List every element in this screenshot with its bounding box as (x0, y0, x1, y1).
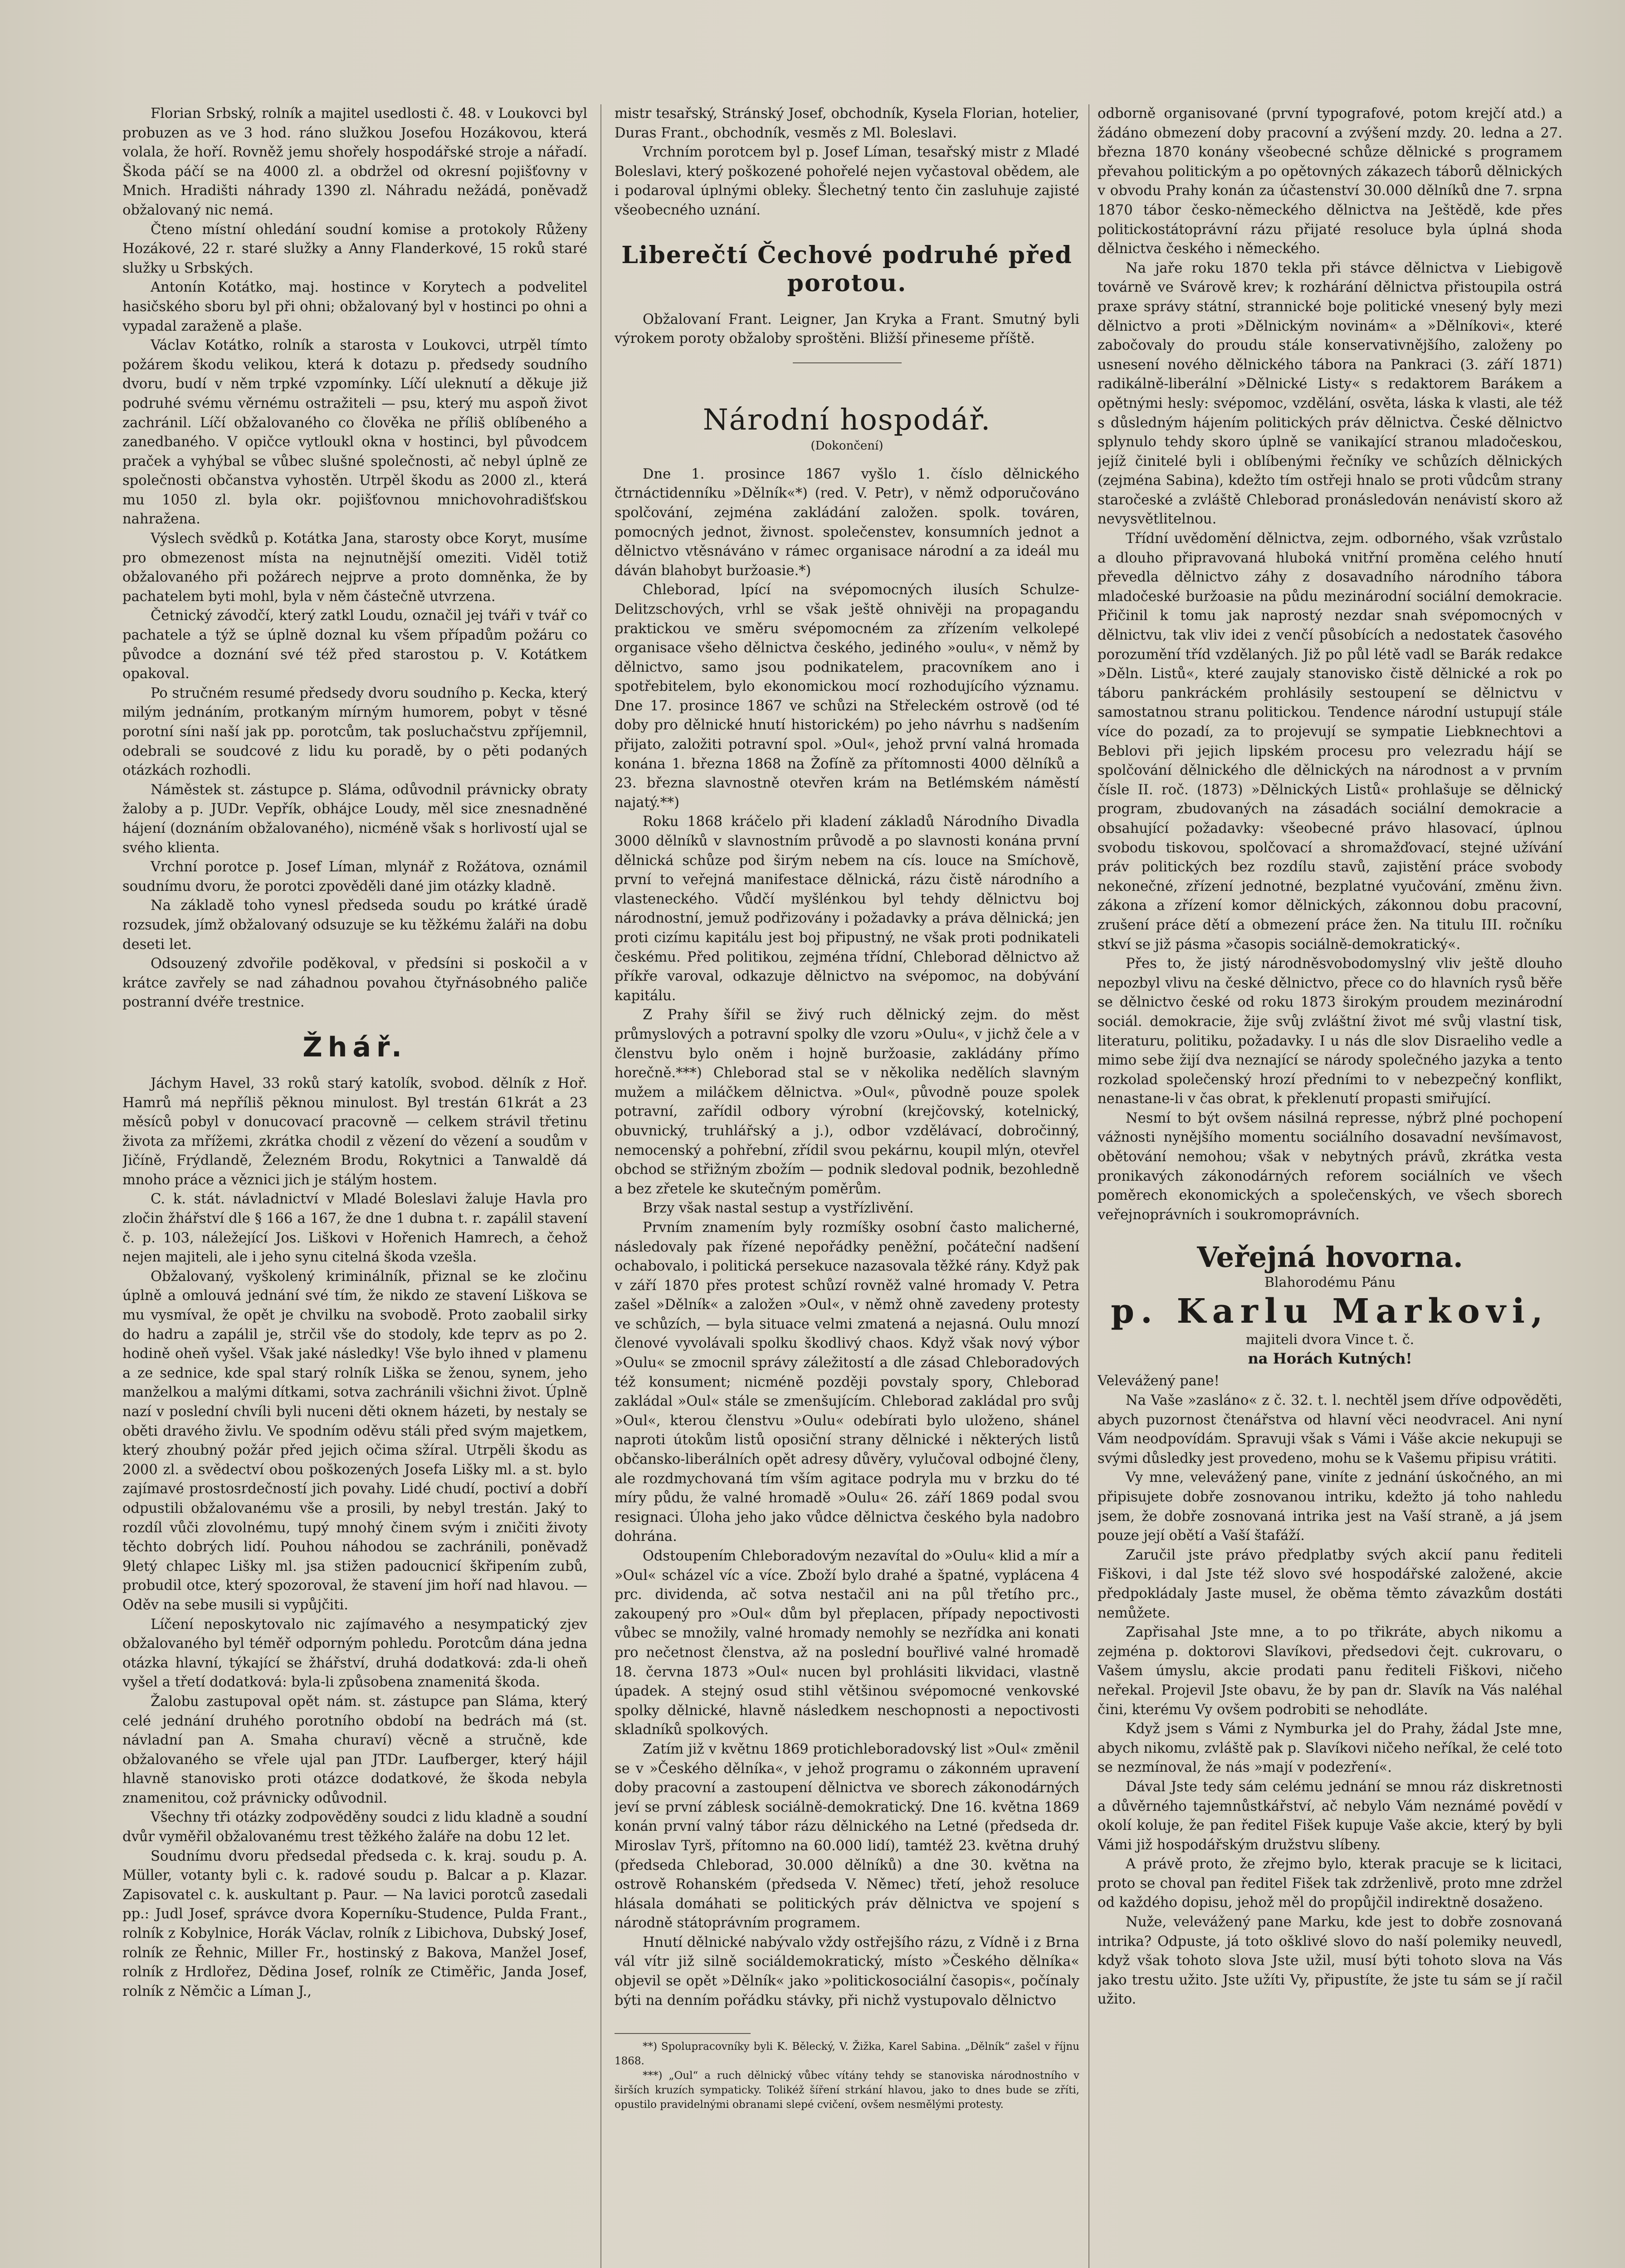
paragraph: Vy mne, velevážený pane, viníte z jednání úskočného, an mi připisujete dobře zosnovanou intriku, kdežto já toho nahledu jsem, že dobře zosnovaná intrika jest na Vaší straně, a já jsem pouze její obětí a Vaší štafáží. (1098, 1470, 1562, 1544)
paragraph: Na Vaše »zasláno« z č. 32. t. l. nechtěl jsem dříve odpověděti, abych puzornost čtenářstva od hlavní věci neodvracel. Ani nyní Vám neodpovídám. Spravuji však s Vámi i Váše akcie nekupuji se svými důsledky jest provedeno, mohu se k Vašemu připisu vrátiti. (1098, 1393, 1562, 1466)
column-left (122, 104, 587, 2268)
paragraph: Všechny tři otázky zodpověděny soudci z lidu kladně a soudní dvůr vyměřil obžalovanému trest těžkého žaláře na dobu 12 let. (122, 1809, 587, 1845)
paragraph: Roku 1868 kráčelo při kladení základů Národního Divadla 3000 dělníků v slavnostním průvodě a po slavnosti konána první dělnická schůze pod širým nebem na cís. louce na Smíchově, první to veřejná manifestace dělnická, rázu čistě národního a vlasteneckého. Vůdčí myšlénkou byl tehdy dělnictvu boj národnostní, jemuž podřizovány i požadavky a práva dělnická; jen proti cizímu kapitálu jest boj připustný, ne však proti podnikateli českému. Před politikou, zejména třídní, Chleborad dělnictvo až příkře varoval, odkazuje dělnictvo na svépomoc, na dobývání kapitálu. (615, 814, 1079, 1004)
address-place: na Horách Kutných! (1248, 1350, 1412, 1368)
paragraph: Třídní uvědomění dělnictva, zejm. odborného, však vzrůstalo a dlouho připravovaná hluboká vnitřní proměna celého hnutí převedla dělnictvo záhy z dosavadního národního tábora mladočeské buržoasie na půdu mezinárodní sociální demokracie. Přičinil k tomu jak naprostý nezdar snah svépomocných v dělnictvu, tak vliv idei z venčí působících a nedostatek časového porozumění tříd vzdělaných. Již po půl létě vadl se Barák redakce »Děln. Listů«, které zaujaly stanovisko čistě dělnické a rok po táboru pankráckém prohlásily sestoupení se dělnictvu v samostatnou stranu politickou. Tendence národní ustupují stále více do pozadí, za to projevují se sympatie Liebknechtovi a Beblovi při jejich lipském procesu pro velezradu hájí se spolčování dělnického dle dělnických na národnost a v prvním čísle II. roč. (1873) »Dělnických Listů« prohlašuje se dělnický program, zbudovaných na zásadách sociální demokracie a obsahující požadavky: všeobecné právo hlasovací, úplnou svobodu tiskovou, spolčovací a shromažďovací, stejné užívání práv politických bez rozdílu stavů, zajistění práce svobody nekonečné, zřízení jednotné, bezplatné vyučování, změnu živn. zákona a zřízení komor dělnických, zákonnou dobu pracovní, zrušení práce dětí a obmezení práce žen. Na titulu III. ročníku stkví se již pásma »časopis sociálně-demokratický«. (1098, 531, 1562, 953)
paragraph: Antonín Kotátko, maj. hostince v Korytech a podvelitel hasičského sboru byl při ohni; obžalovaný byl v hostinci po ohni a vypadal zaraženě a plaše. (122, 279, 587, 334)
column-rule-right (1088, 104, 1089, 2268)
paragraph: Obžalovaný, vyškolený kriminálník, přiznal se ke zločinu úplně a omlouvá jednání své tím, že nikdo ze stavení Liškova se mu vysmíval, že opět je chvilku na svobodě. Proto zaobalil sirky do hadru a zapálil je, strčil vše do stodoly, kde teprv as po 2. hodině oheň vyšel. Však jaké následky! Vše bylo ihned v plamenu a ze sednice, kde spal starý rolník Liška se ženou, synem, jeho manželkou a malými dítkami, sotva zachránili všichni život. Úplně nazí v poslední chvíli byli nuceni děti oknem házeti, by nestaly se oběti dravého živlu. Ve spodním oděvu stáli před svým majetkem, který zhoubný požár před jejich očima sžíral. Utrpěli škodu as 2000 zl. a svědectví obou poškozených Josefa Lišky ml. a st. bylo zajímavé prostosrdečností jich povahy. Lidé chudí, poctiví a dobří odpustili obžalovanému vše a prosili, by nebyl trestán. Jaký to rozdíl vůči zlovolnému, tupý mnohý činem svým i zničiti životy těchto dobrých lidí. Pouhou náhodou se zachránili, poněvadž 9letý chlapec Lišky ml. jsa stižen padoucnicí škřipením zubů, probudil otce, který spozoroval, že stavení jim hoří nad hlavou. — Oděv na sebe musili si vypůjčiti. (122, 1268, 587, 1613)
paragraph: Po stručném resumé předsedy dvoru soudního p. Kecka, který milým jednáním, protkaným mírným humorem, pobyt v těsné porotní síni naší jak pp. porotcům, tak posluchačstvu zpříjemnil, odebrali se soudcové z lidu ku poradě, by o pěti podaných otázkách rozhodli. (122, 685, 587, 779)
paragraph: Obžalovaní Frant. Leigner, Jan Kryka a Frant. Smutný byli výrokem poroty obžaloby sproštěni. Bližší přineseme příště. (615, 311, 1079, 347)
paragraph: odborně organisované (první typografové, potom krejčí atd.) a žádáno obmezení doby pracovní a zvýšení mzdy. 20. ledna a 27. března 1870 konány všeobecné schůze dělnické s programem převahou politickým a po opětovných zákazech táborů dělnických v obvodu Prahy konán za účastenství 30.000 dělníků dne 7. srpna 1870 tábor česko-německého dělnictva na Ještědě, kde přes politickostátoprávní rázu přijaté resoluce byla úplná shoda dělnictva českého i německého. (1098, 106, 1562, 257)
salutation: Velevážený pane! (1098, 1373, 1220, 1389)
paragraph: Přes to, že jistý národněsvobodomyslný vliv ještě dlouho nepozbyl vlivu na české dělnictvo, přece co do hlavních rysů běře se dělnictvo české od roku 1873 širokým proudem mezinárodní sociál. demokracie, žije svůj zvláštní život mé svůj vlastní tisk, literaturu, politiku, požadavky. I u nás dle slov Disraeliho vedle a mimo sebe žijí dva neznající se národy společného jazyka a tento rozkolad společenský hrozí předními to v nebezpečný konflikt, nenastane-li v čas obrat, k překlenutí propasti smiřující. (1098, 956, 1562, 1107)
paragraph: Zaručil jste právo předplatby svých akcií panu řediteli Fiškovi, i dal Jste též slovo své hospodářské založené, akcie předpokládaly Jaste musel, že oběma těmto závazkům dostáti nemůžete. (1098, 1547, 1562, 1621)
paragraph: Brzy však nastal sestup a vystřízlivění. (643, 1200, 914, 1217)
paragraph: mistr tesařský, Stránský Josef, obchodník, Kysela Florian, hotelier, Duras Frant., obchodník, vesměs z Ml. Boleslavi. (615, 106, 1079, 141)
paragraph: Když jsem s Vámi z Nymburka jel do Prahy, žádal Jste mne, abych nikomu, zvláště pak p. Slavíkovi ničeho neříkal, že celé toto se nezmínoval, že nás »mají v podezření«. (1098, 1721, 1562, 1776)
paragraph: Na jaře roku 1870 tekla při stávce dělnictva v Liebigově továrně ve Svárově krev; k rozhárání dělnictva přistoupila ostrá praxe správy státní, strannické boje politické vnesený byly mezi dělnictvo a proti »Dělnickým novinám« a »Dělníkovi«, které zabočovaly do proudu stále konservativnějšího, založeny po usnesení nového dělnického tábora na Pankraci (3. září 1871) radikálně-liberální »Dělnické Listy« s redaktorem Barákem a opětnými hesly: svépomoc, vzdělání, osvěta, láska k vlasti, ale též s důsledným hájením politických práv dělnictva. České dělnictvo splynulo tehdy skoro úplně se vanikající stranou mladočeskou, jejíž činitelé byli i oblíbenými řečníky ve schůzích dělnických (zejména Sabina), kdežto tím ostřeji hnalo se proti vůdcům strany staročeské a zvláště Chleborad pronásledován nenávistí skoro až nevysvětlitelnou. (1098, 260, 1562, 528)
address-line: majiteli dvora Vince t. č. (1245, 1332, 1415, 1348)
paragraph: Líčení neposkytovalo nic zajímavého a nesympatický zjev obžalovaného byl téměř odporným pohledu. Porotcům dána jedna otázka hlavní, týkající se žhářství, druhá dodatková: zda-li oheň vyšel a třetí dodatková: byla-li způsobena znamenitá škoda. (122, 1616, 587, 1691)
address-line: Blahorodému Pánu (1264, 1275, 1396, 1291)
column-rule-left (600, 104, 601, 2268)
paragraph: Nesmí to být ovšem násilná represse, nýbrž plné pochopení vážnosti nynějšího momentu sociálního dosavadní nevšímavost, obětování nemohou; však v nebytných právů, zkrátka vesta pronikavých zákonodárných reforem sociálních ve všech poměrech ekonomických a společenských, ve všech sborech veřejnoprávních i soukromoprávních. (1098, 1110, 1562, 1223)
paragraph: Nuže, velevážený pane Marku, kde jest to dobře zosnovaná intrika? Odpuste, já toto ošklivé slovo do naší polemiky neuvedl, když však tohoto slova Jste užil, musí býti tohoto slova na Vás jako trestu užito. Jste užíti Vy, připustíte, že jste tu sám se jí račil užito. (1098, 1914, 1562, 2008)
paragraph: Florian Srbský, rolník a majitel usedlosti č. 48. v Loukovci byl probuzen as ve 3 hod. ráno služkou Josefou Hozákovou, která volala, že hoří. Rovněž jemu shořely hospodářské stroje a nářadí. Škoda páčí se na 4000 zl. a obdržel od okresní pojišťovny v Mnich. Hradišti náhrady 1390 zl. Náhradu nežádá, poněvadž obžalovaný nic nemá. (122, 106, 587, 218)
paragraph: Odstoupením Chleboradovým nezavítal do »Oulu« klid a mír a »Oul« scházel víc a více. Zboží bylo drahé a špatné, vyplácena 4 prc. dividenda, ač sotva nestačil ani na půl třetího prc., zakoupený pro »Oul« dům byl přeplacen, případy nepoctivosti vůbec se množily, valné hromady nemohly se nezřídka ani konati pro nečetnost členstva, až na poslední bouřlivé valné hromadě 18. června 1873 »Oul« nucen byl prohlásiti likvidaci, vlastně úpadek. A stejný osud stihl většinou svépomocné venkovské spolky dělnické, hlavně následkem neschopnosti a nepoctivosti skladníků spolkových. (615, 1548, 1079, 1738)
section-divider (793, 362, 902, 363)
paragraph: Odsouzený zdvořile poděkoval, v předsíni si poskočil a v krátce zavřely se nad záhadnou povahou čtyřnásobného paliče postranní dvéře trestnice. (122, 956, 587, 1011)
paragraph: Soudnímu dvoru předsedal předseda c. k. kraj. soudu p. A. Müller, votanty byli c. k. radové soudu p. Balcar a p. Klazar. Zapisovatel c. k. auskultant p. Paur. — Na lavici porotců zasedali pp.: Judl Josef, správce dvora Koperníku-Studence, Pulda Frant., rolník z Kobylnice, Horák Václav, rolník z Libichova, Dubský Josef, rolník ze Řehnic, Miller Fr., hostinský z Bakova, Manžel Josef, rolník z Hrdlořez, Dědina Josef, rolník ze Ctiměřic, Janda Josef, rolník z Němčic a Líman J., (122, 1848, 587, 1999)
footnote: **) Spolupracovníky byli K. Bělecký, V. Žižka, Karel Sabina. „Dělník“ zašel v říjnu 1868. (615, 2041, 1079, 2068)
paragraph: Zapřisahal Jste mne, a to po třikráte, abych nikomu a zejména p. doktorovi Slavíkovi, předsedovi čejt. cukrovaru, o Vašem úmyslu, akcie prodati panu řediteli Fiškovi, ničeho neřekal. Projevil Jste obavu, že by pan dr. Slavík na Vás naléhal čini, kterému Vy ovšem podrobiti se nehodláte. (1098, 1624, 1562, 1718)
paragraph: Z Prahy šířil se živý ruch dělnický zejm. do měst průmyslových a potravní spolky dle vzoru »Oulu«, v jichž čele a v členstvu bylo oněm i hojně buržoasie, zakládány přímo horečně.***) Chleborad stal se v několika nedělích slavným mužem a miláčkem dělnictva. »Oul«, původně pouze spolek potravní, zařídil odbory výrobní (krejčovský, kotelnický, obuvnický, truhlářský a j.), odbor vzdělávací, dobročinný, nemocenský a pohřební, zřídil svou pekárnu, koupil mlýn, otevřel obchod se střižným zbožím — podnik sledoval podnik, bezohledně a bez zřetele ke skutečným poměrům. (615, 1007, 1079, 1197)
paragraph: Vrchním porotcem byl p. Josef Líman, tesařský mistr z Mladé Boleslavi, který poškozené pohořelé nejen vyčastoval obědem, ale i podaroval úplnými obleky. Šlechetný tento čin zasluhuje zajisté všeobecného uznání. (615, 144, 1079, 218)
article-heading-liberec: Liberečtí Čechové podruhé před porotou. (621, 241, 1073, 297)
footnote: ***) „Oul“ a ruch dělnický vůbec vítány tehdy se stanoviska národnostního v širších kruzích sympaticky. Tolikéž šíření strkání hlavou, jako to dnes bude se zříti, opustilo pravidelnými obranami slepé cvičení, ovšem nesmělými protesty. (615, 2070, 1079, 2111)
paragraph: C. k. stát. návladnictví v Mladé Boleslavi žaluje Havla pro zločin žhářství dle § 166 a 167, že dne 1 dubna t. r. zapálil stavení č. p. 103, náležející Jos. Liškovi v Hořenich Hamrech, a čehož nejen majiteli, ale i jeho synu citelná škoda vzešla. (122, 1191, 587, 1266)
addressee-name: p. Karlu Markovi, (1111, 1292, 1549, 1331)
paragraph: Výslech svědků p. Kotátka Jana, starosty obce Koryt, musíme pro obmezenost místa na nejnutnější omeziti. Viděl totiž obžalovaného při požárech nejprve a proto domněnka, že by pachatelem byti mohl, byla v něm částečně utvrzena. (122, 531, 587, 605)
paragraph: Zatím již v květnu 1869 protichleboradovský list »Oul« změnil se v »Českého dělníka«, v jehož programu o zákonném upravení doby pracovní a zastoupení dělnictva ve sborech zákonodárných jeví se první záblesk sociálně-demokratický. Dne 16. května 1869 konán první valný tábor rázu dělnického na Letné (předseda dr. Miroslav Tyrš, přítomno na 60.000 lidí), tamtéž 23. května druhý (předseda Chleborad, 30.000 dělníků) a dne 30. května na ostrově Rohanském (předseda V. Němec) třetí, jehož resoluce hlásala domáhati se politických práv dělnictva ve spojení s národně státoprávním programem. (615, 1741, 1079, 1931)
paragraph: Dne 1. prosince 1867 vyšlo 1. číslo dělnického čtrnáctidenníku »Dělník«*) (red. V. Petr), v němž odporučováno spolčování, zejména zakládání založen. spolk. továren, pomocných jednot, živnost. společenstev, konsumních jednot a dělnictvo vtěsnáváno v rámec organisace národní a za ideál mu dáván blahobyt buržoasie.*) (615, 466, 1079, 579)
paragraph: A právě proto, že zřejmo bylo, kterak pracuje se k licitaci, proto se choval pan ředitel Fišek tak zdrženlivě, proto mne zdržel od každého dopisu, jehož měl do propůjčil indirektně dosaženo. (1098, 1856, 1562, 1911)
paragraph: Václav Kotátko, rolník a starosta v Loukovci, utrpěl tímto požárem škodu velikou, která k dotazu p. předsedy soudního dvoru, budí v něm trpké vzpomínky. Líčí uleknutí a děkuje již podruhé svému věrnému ostražiteli — psu, který mu aspoň život zachránil. Líčí obžalovaného co člověka ne příliš oblíbeného a zanedbaného. V opičce vytloukl okna v hostinci, byl původcem praček a vyhýbal se vůbec slušné společnosti, ač nebyl úplně ze společnosti občanstva vyhostěn. Utrpěl škodu as 2000 zl., která mu 1050 zl. byla okr. pojišťovnou mnichovohradišťskou nahražena. (122, 337, 587, 528)
paragraph: Dával Jste tedy sám celému jednání se mnou ráz diskretnosti a důvěrného tajemnůstkářství, ač nebylo Vám neznámé povědí v okolí koluje, že pan ředitel Fišek kupuje Vaše akcie, který by byli Vámi již hospodářským družstvu slíbeny. (1098, 1779, 1562, 1853)
paragraph: Čteno místní ohledání soudní komise a protokoly Růženy Hozákové, 22 r. staré služky a Anny Flanderkové, 15 roků staré služky u Srbských. (122, 221, 587, 276)
paragraph: Na základě toho vynesl předseda soudu po krátké úradě rozsudek, jímž obžalovaný odsuzuje se ku těžkému žaláři na dobu deseti let. (122, 898, 587, 953)
column-middle (615, 104, 1079, 2268)
paragraph: Hnutí dělnické nabývalo vždy ostřejšího rázu, z Vídně i z Brna vál vítr již silně sociáldemokratický, místo »Českého dělníka« objevil se opět »Dělník« jako »politickosociální časopis«, počínaly býti na denním pořádku stávky, při nichž vystupovalo dělnictvo (615, 1934, 1079, 2009)
footnote-divider (615, 2033, 751, 2034)
section-heading-verejna-hovorna: Veřejná hovorna. (1197, 1241, 1463, 1274)
paragraph: Jáchym Havel, 33 roků starý katolík, svobod. dělník z Hoř. Hamrů má nepříliš pěknou minulost. Byl trestán 61krát a 23 měsíců pobyl v donucovací pracovně — celkem strávil třetinu života za mřížemi, zkrátka chodil z vězení do vězení a soudům v Jičíně, Frýdlandě, Železném Brodu, Rokytnici a Tanwaldě dá mnoho práce a věznici jich je stálým hostem. (122, 1075, 587, 1188)
paragraph: Četnický závodčí, který zatkl Loudu, označil jej tváři v tvář co pachatele a týž se úplně doznal ku všem případům požáru co původce a doznání své též před starostou p. V. Kotátkem opakoval. (122, 608, 587, 682)
paragraph: Vrchní porotce p. Josef Líman, mlynář z Rožátova, oznámil soudnímu dvoru, že porotci zpověděli dané jim otázky kladně. (122, 859, 587, 894)
paragraph: Prvním znamením byly rozmíšky osobní často malicherné, následovaly pak řízené nepořádky peněžní, počáteční nadšení ochabovalo, i politická persekuce nazasovala těžké rány. Když pak v září 1870 přes protest schůzí rovněž valné hromady V. Petra zašel »Dělník« a založen »Oul«, v němž ohně zavedeny protesty ve schůzích, — byla situace velmi zmatená a nejasná. Oulu mnozí členové vyvolávali spolku škodlivý chaos. Když však nový výbor »Oulu« se zmocnil správy záležitostí a dle zásad Chleboradových též konsument; nicméně později povstaly spory, Chleborad zakládal »Oul« stále se zmenšujícím. Chleborad zakládal pro svůj »Oul«, kterou členstvu »Oulu« odebírati bylo uloženo, shánel naproti útokům listů oposiční strany dělnické i některých listů občansko-liberálních opět adresy důvěry, vylučoval odbojné členy, ale rozdmychovaná tím vším agitace podryla mu v brzku do té míry půdu, že valné hromadě »Oulu« 26. září 1869 podal svou resignaci. Úloha jeho jako vůdce dělnictva českého byla nadobro dohrána. (615, 1219, 1079, 1545)
paragraph: Náměstek st. zástupce p. Sláma, odůvodnil právnicky obraty žaloby a p. JUDr. Vepřík, obhájce Loudy, měl sice znesnadněné hájení (doznáním obžalovaného), nicméně však s horlivostí ujal se svého klienta. (122, 782, 587, 856)
article-heading-zhar: Žhář. (303, 1031, 407, 1063)
article-subheading: (Dokončení) (810, 439, 883, 453)
paragraph: Chleborad, lpící na svépomocných ilusích Schulze-Delitzschových, vrhl se však ještě ohnivěji na propagandu praktickou ve směru svépomocném za zřízením velkolepé organisace všeho dělnictva českého, jediného »oulu«, v němž by dělnictvo, samo jsou podnikatelem, pracovníkem ano i spotřebitelem, bylo ekonomickou mocí rozhodujícího významu. Dne 17. prosince 1867 ve schůzi na Střeleckém ostrově (od té doby pro dělnické hnutí historickém) po jeho návrhu s nadšením přijato, založiti potravní spol. »Oul«, jehož první valná hromada konána 1. března 1868 na Žofíně za přítomnosti 4000 dělníků a 23. března slavnostně otevřen krám na Betlémském náměstí najatý.**) (615, 582, 1079, 811)
paragraph: Žalobu zastupoval opět nám. st. zástupce pan Sláma, který celé jednání druhého porotního období na bedrách má (st. návladní pan A. Smaha churaví) věcně a stručně, kde obžalovaného se vřele ujal pan JTDr. Laufberger, který hájil hlavně stanovisko proti otázce dodatkové, že škoda nebyla znamenitou, což právnicky odůvodnil. (122, 1693, 587, 1806)
column-right (1098, 104, 1562, 2268)
article-heading-narodni-hospodar: Národní hospodář. (703, 403, 991, 437)
